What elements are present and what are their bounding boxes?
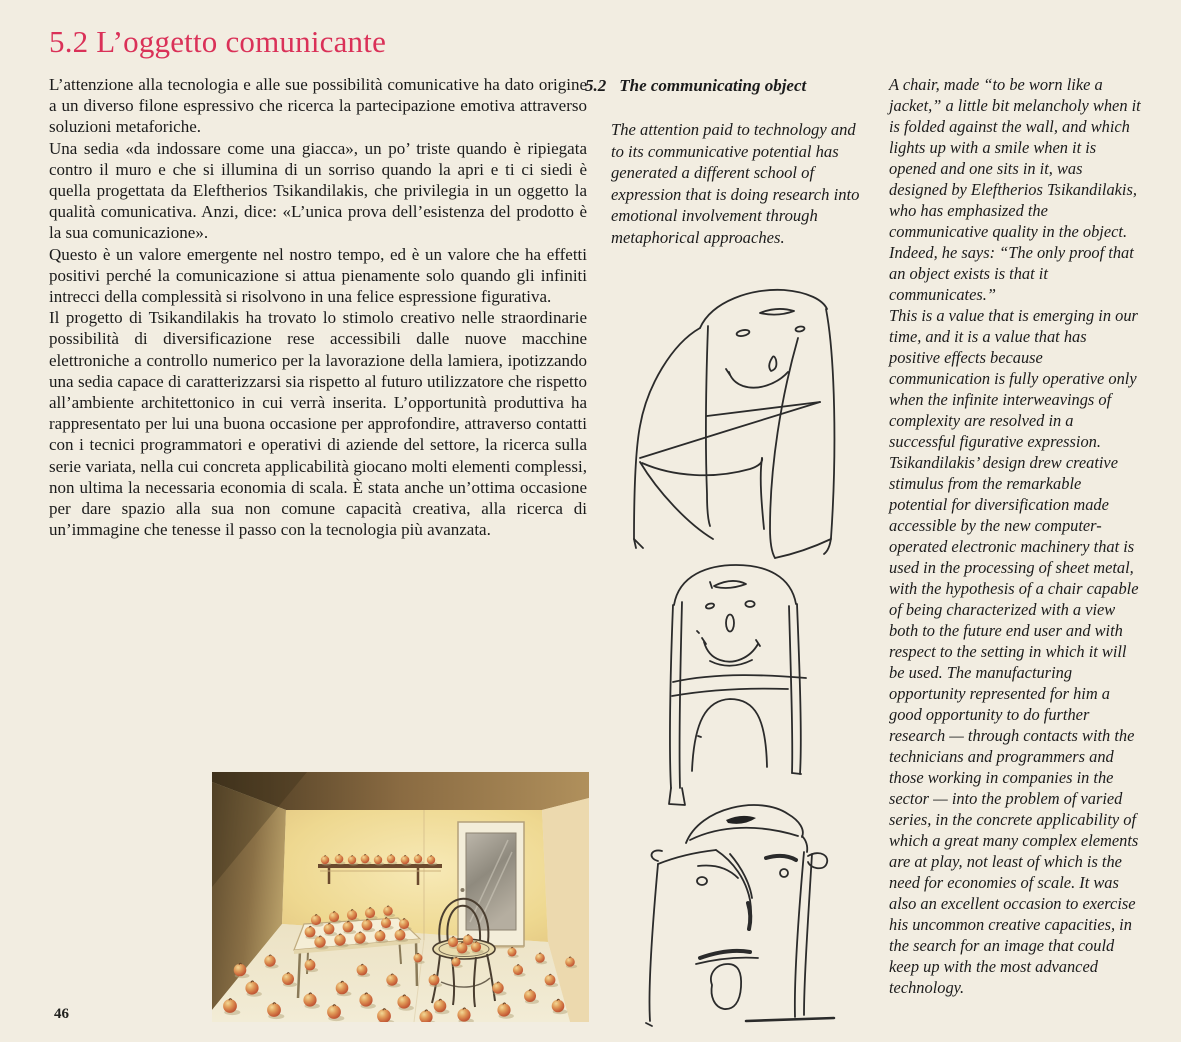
english-text-column	[889, 74, 1141, 998]
room-painting	[212, 772, 589, 1022]
english-section-heading	[585, 76, 880, 96]
chair-sketch-folded-sad	[638, 788, 853, 1030]
english-intro-paragraph: The attention paid to technology and to its communicative potential has generated a different school of expression that is doing research into emotional involvement through metaphorical approaches.	[611, 120, 860, 247]
italian-paragraph: Il progetto di Tsikandilakis ha trovato lo stimolo creativo nelle straordinarie possibilità di diversificazione rese accessibili dalle nuove macchine elettroniche a controllo numerico per la lavorazione della lamiera, ipotizzando una sedia capace di caratterizzarsi sia rispetto al futuro utilizzatore che rispetto all’ambiente architettonico in cui verrà inserita. L’opportunità produttiva ha rappresentato per lui una buona occasione per approfondire, attraverso contatti con i tecnici programmatori e operativi di aziende del settore, la ricerca sulla serie variata, nella cui concreta applicabilità giocano molti elementi complessi, non ultima la necessaria economia di scala. È stata anche un’ottima occasione per dare spazio alla sua non comune capacità creativa, alla ricerca di un’immagine che tenesse il passo con la tecnologia più avanzata.	[49, 308, 587, 540]
english-paragraph: This is a value that is emerging in our time, and it is a value that has positive effects because communication is fully operative only when the infinite interweavings of complexity are resolved in a successful figurative expression.	[889, 306, 1138, 451]
page-title: 5.2 L’oggetto comunicante	[49, 24, 387, 59]
section-title: The communicating object	[619, 76, 807, 95]
italian-text-column	[49, 74, 587, 540]
section-number: 5.2	[585, 76, 607, 95]
italian-paragraph: L’attenzione alla tecnologia e alle sue possibilità comunicative ha dato origine a un diverso filone espressivo che ricerca la partecipazione emotiva attraverso soluzioni metaforiche.	[49, 75, 587, 137]
italian-paragraph: Questo è un valore emergente nel nostro tempo, ed è un valore che ha effetti positivi perché la comunicazione si attua pienamente solo quando gli infiniti intrecci della complessità si risolvono in una felice espressione figurativa.	[49, 244, 587, 307]
page-number: 46	[54, 1006, 69, 1022]
english-paragraph: A chair, made “to be worn like a jacket,” a little bit melancholy when it is folded against the wall, and which lights up with a smile when it is opened and one sits in it, was designed by Eleftherios Tsikandilakis, who has emphasized the communicative quality in the object. Indeed, he says: “The only proof that an object exists is that it communicates.”	[889, 75, 1141, 304]
italian-paragraph: Una sedia «da indossare come una giacca», un po’ triste quando è ripiegata contro il muro e che si illumina di un sorriso quando la apri e ti ci siedi è quella progettata da Eleftherios Tsikandilakis, che privilegia in un oggetto la qualità comunicativa. Anzi, dice: «L’unica prova dell’esistenza del prodotto è la sua comunicazione».	[49, 138, 587, 243]
painted-door	[458, 822, 524, 948]
english-paragraph: Tsikandilakis’ design drew creative stimulus from the remarkable potential for diversification made accessible by the new computer-operated electronic machinery that is used in the processing of sheet metal, with the hypothesis of a chair capable of being characterized with a view both to the future end user and with respect to the setting in which it will be used. The manufacturing opportunity represented for him a good opportunity to do further research — through contacts with the technicians and programmers and those working in companies in the sector — into the problem of varied series, in the concrete applicability of which a great many complex elements are at play, not least of which is the need for economies of scale. It was also an excellent occasion to exercise his uncommon creative capacities, in the search for an image that could keep up with the most advanced technology.	[889, 453, 1139, 997]
chair-sketch-open-smiling	[612, 276, 847, 564]
chair-sketch-front-smiling	[658, 560, 813, 808]
